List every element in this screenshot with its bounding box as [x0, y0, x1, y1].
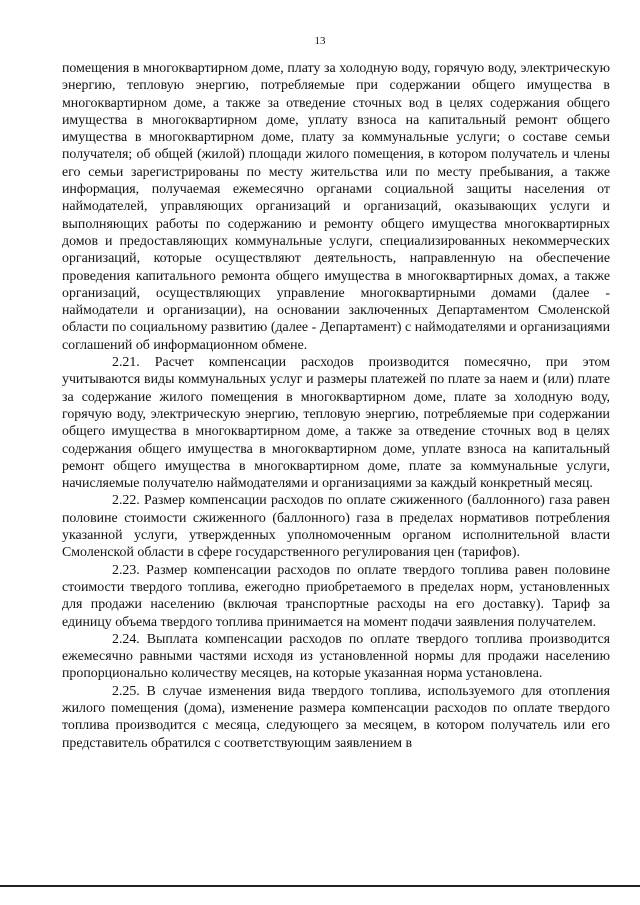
paragraph-2-21: 2.21. Расчет компенсации расходов производится помесячно, при этом учитываются виды коммунальных услуг и размеры платежей по плате за наем и (или) плате за содержание жилого помещения в многоквартирном доме, плате за холодную воду, горячую воду, электрическую энергию, тепловую энергию, потребляемые при содержании общего имущества в многоквартирном доме, а также за отведение сточных вод в целях содержания общего имущества в многоквартирном доме, уплате взноса на капитальный ремонт общего имущества в многоквартирном доме, плате за коммунальные услуги, начисляемые получателю наймодателями и организациями за каждый конкретный месяц. — [62, 355, 610, 492]
paragraph-2-22: 2.22. Размер компенсации расходов по оплате сжиженного (баллонного) газа равен половине стоимости сжиженного (баллонного) газа в пределах нормативов потребления указанной услуги, утвержденных уполномоченным органом исполнительной власти Смоленской области в сфере государственного регулирования цен (тарифов). — [62, 493, 610, 561]
paragraph-2-24: 2.24. Выплата компенсации расходов по оплате твердого топлива производится ежемесячно равными частями исходя из установленной нормы для продажи населению пропорционально количеству месяцев, на которые указанная норма установлена. — [62, 631, 610, 682]
bottom-rule — [0, 885, 640, 887]
paragraph-2-23: 2.23. Размер компенсации расходов по оплате твердого топлива равен половине стоимости твердого топлива, ежегодно приобретаемого в пределах норм, установленных для продажи населению (включая транспортные расходы на его доставку). Тариф за единицу объема твердого топлива принимается на момент подачи заявления получателем. — [62, 562, 610, 630]
paragraph-2-25: 2.25. В случае изменения вида твердого топлива, используемого для отопления жилого помещения (дома), изменение размера компенсации расходов по оплате твердого топлива производится с месяца, следующего за месяцем, в котором получатель или его представитель обратился с соответствующим заявлением в — [62, 683, 610, 751]
page-number: 13 — [314, 35, 326, 47]
paragraph-continuation: помещения в многоквартирном доме, плату за холодную воду, горячую воду, электрическую энергию, тепловую энергию, потребляемые при содержании общего имущества в многоквартирном доме, а также за отведение сточных вод в целях содержания общего имущества в многоквартирном доме, уплату взноса на капитальный ремонт общего имущества в многоквартирном доме, плату за коммунальные услуги; о составе семьи получателя; об общей (жилой) площади жилого помещения, в котором получатель и члены его семьи зарегистрированы по месту жительства или по месту пребывания, а также информация, получаемая ежемесячно органами социальной защиты населения от наймодателей, управляющих организаций и организаций, оказывающих услуги и выполняющих работы по содержанию и ремонту общего имущества многоквартирных домов и предоставляющих коммунальные услуги, специализированных некоммерческих организаций, которые осуществляют деятельность, направленную на обеспечение проведения капитального ремонта общего имущества в многоквартирных домах, а также организаций, осуществляющих управление многоквартирными домами (далее - наймодатели и организации), на основании заключенных Департаментом Смоленской области по социальному развитию (далее - Департамент) с наймодателями и организациями соглашений об информационном обмене. — [62, 61, 610, 353]
document-body — [62, 60, 610, 752]
